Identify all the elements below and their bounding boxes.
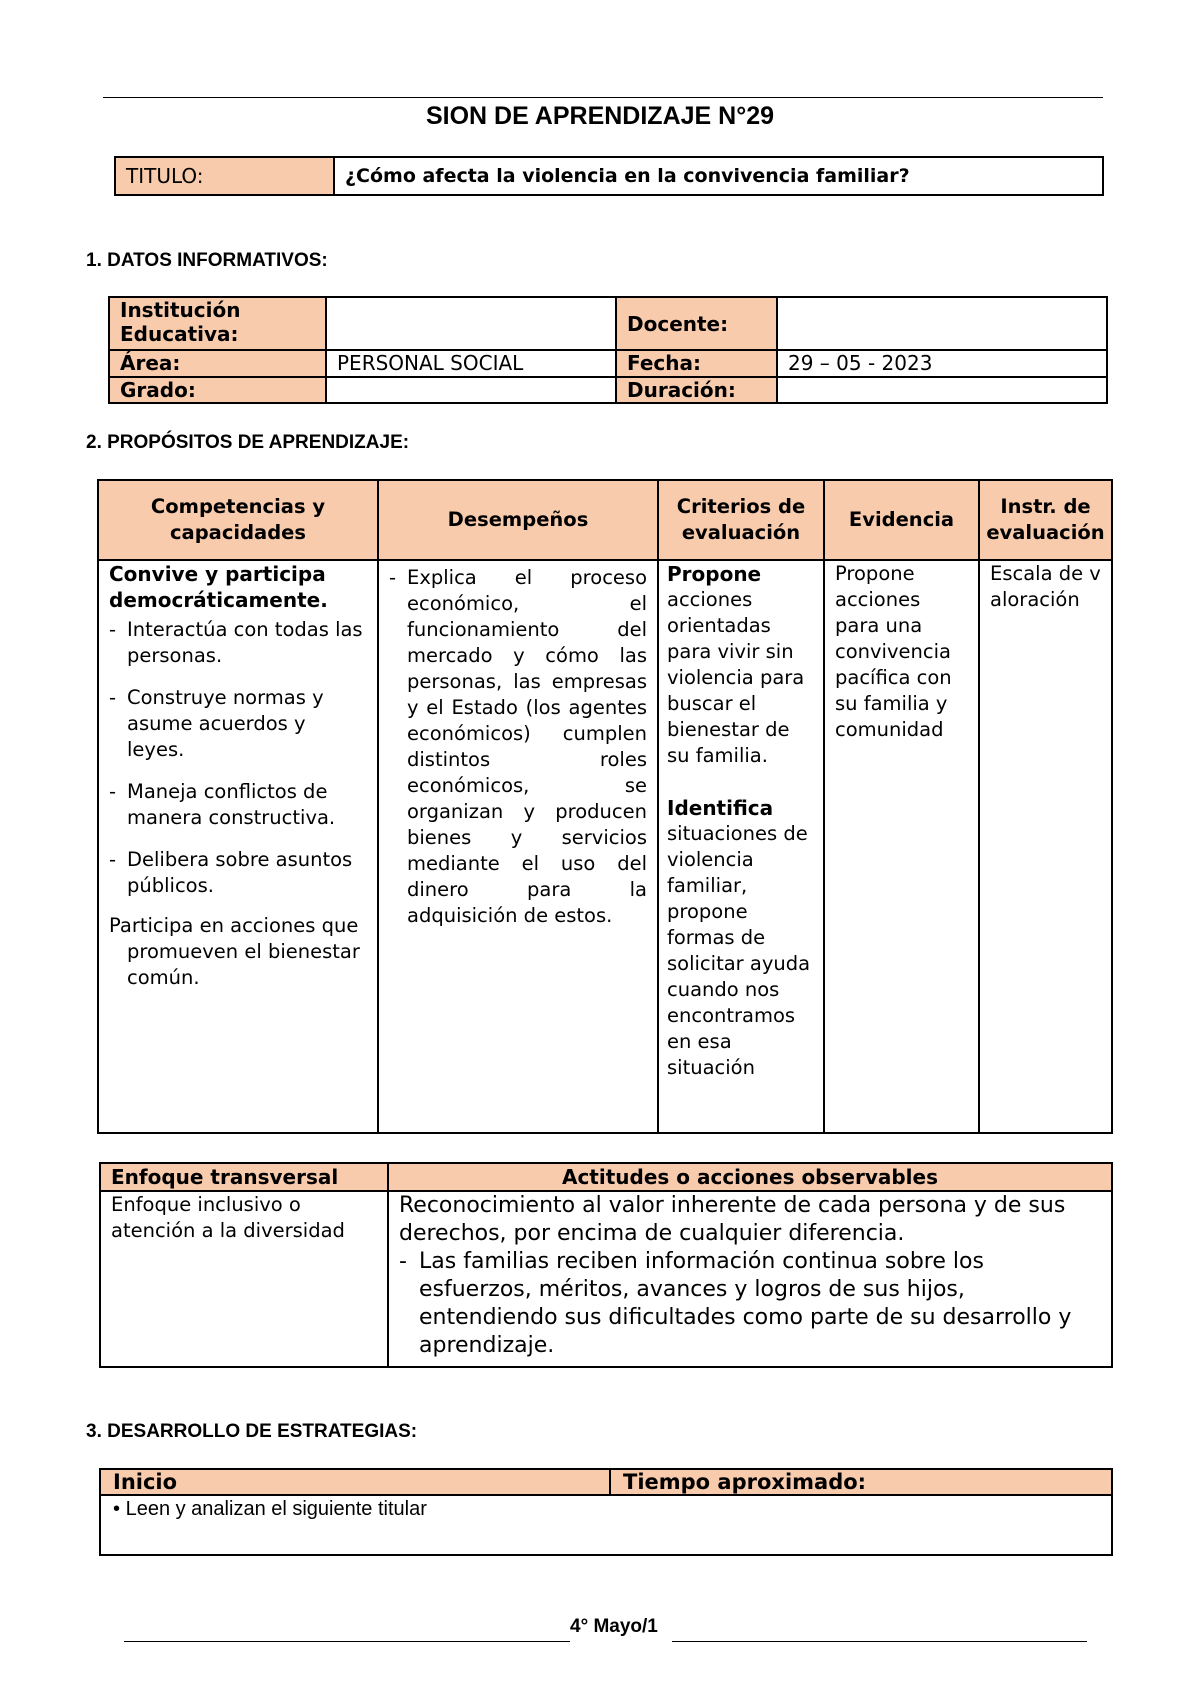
institucion-value — [326, 297, 616, 350]
duracion-value — [777, 377, 1107, 403]
criterios-cell — [658, 560, 824, 1133]
fecha-value: 29 – 05 - 2023 — [777, 350, 1107, 377]
competencias-cell — [98, 560, 378, 1133]
actitud-intro: Reconocimiento al valor inherente de cada persona y de sus derechos, por encima de cualquier diferencia. — [399, 1193, 1066, 1246]
titulo-label: TITULO: — [115, 157, 334, 195]
capacidad-item: - Interactúa con todas las personas. — [109, 617, 367, 669]
propositos-table — [97, 479, 1113, 1134]
actitudes-list — [399, 1248, 1101, 1360]
titulo-table — [114, 156, 1104, 196]
header-evidencia: Evidencia — [824, 480, 979, 560]
capacidad-item: - Maneja conflictos de manera constructiva. — [109, 779, 367, 831]
estrategias-table — [99, 1468, 1113, 1556]
header-desempenos: Desempeños — [378, 480, 658, 560]
fecha-label: Fecha: — [616, 350, 777, 377]
datos-table — [108, 296, 1108, 404]
page-title: SION DE APRENDIZAJE N°29 — [425, 102, 775, 130]
titulo-value: ¿Cómo afecta la violencia en la convivencia familiar? — [334, 157, 1103, 195]
docente-value — [777, 297, 1107, 350]
header-competencias: Competencias y capacidades — [98, 480, 378, 560]
criterio1-verb: Propone — [667, 562, 762, 586]
grado-value — [326, 377, 616, 403]
bullet-icon: • — [113, 1498, 121, 1520]
capacidad-item: - Construye normas y asume acuerdos y leyes. — [109, 685, 367, 763]
docente-label: Docente: — [616, 297, 777, 350]
area-label: Área: — [109, 350, 326, 377]
tiempo-header: Tiempo aproximado: — [610, 1469, 1112, 1495]
section-datos-heading: 1. DATOS INFORMATIVOS: — [86, 250, 328, 271]
duracion-label: Duración: — [616, 377, 777, 403]
enfoque-value: Enfoque inclusivo o atención a la diversidad — [100, 1191, 388, 1367]
competencia-title: Convive y participa democráticamente. — [109, 562, 328, 612]
inicio-content — [100, 1495, 1112, 1555]
competencia-extra: Participa en acciones que promueven el bienestar común. — [109, 914, 360, 989]
desempenos-list — [389, 565, 647, 929]
header-criterios: Criterios de evaluación — [658, 480, 824, 560]
inicio-header: Inicio — [100, 1469, 610, 1495]
actitud-item: - Las familias reciben información continua sobre los esfuerzos, méritos, avances y logros de sus hijos, entendiendo sus dificultades como parte de su desarrollo y aprendizaje. — [399, 1248, 1101, 1360]
top-rule — [103, 97, 1103, 98]
section-propositos-heading: 2. PROPÓSITOS DE APRENDIZAJE: — [86, 432, 410, 453]
grado-label: Grado: — [109, 377, 326, 403]
instrumento-cell: Escala de valoración — [979, 560, 1112, 1133]
institucion-label: Institución Educativa: — [109, 297, 326, 350]
desempeno-item: - Explica el proceso económico, el funcionamiento del mercado y cómo las personas, las empresas y el Estado (los agentes económicos) cumplen distintos roles económicos, se organizan y producen bienes y servicios mediante el uso del dinero para la adquisición de estos. — [389, 565, 647, 929]
criterio2-verb: Identifica — [667, 796, 774, 820]
enfoque-table — [99, 1162, 1113, 1368]
header-instrumento: Instr. de evaluación — [979, 480, 1112, 560]
actitudes-header: Actitudes o acciones observables — [388, 1163, 1112, 1191]
evidencia-cell: Propone acciones para una convivencia pacífica con su familia y comunidad — [824, 560, 979, 1133]
area-value: PERSONAL SOCIAL — [326, 350, 616, 377]
enfoque-header: Enfoque transversal — [100, 1163, 388, 1191]
footer-rule-right — [672, 1641, 1087, 1642]
footer-rule-left — [124, 1641, 570, 1642]
capacidades-list — [109, 617, 367, 899]
criterio1-text: acciones orientadas para vivir sin violencia para buscar el bienestar de su familia. — [667, 588, 805, 767]
desempenos-cell — [378, 560, 658, 1133]
actitudes-cell — [388, 1191, 1112, 1367]
criterio2-text: situaciones de violencia familiar, propone formas de solicitar ayuda cuando nos encontramos en esa situación — [667, 822, 811, 1079]
footer-text: 4° Mayo/1 — [570, 1616, 658, 1637]
inicio-item: Leen y analizan el siguiente titular — [125, 1498, 427, 1520]
capacidad-item: - Delibera sobre asuntos públicos. — [109, 847, 367, 899]
section-estrategias-heading: 3. DESARROLLO DE ESTRATEGIAS: — [86, 1421, 418, 1442]
